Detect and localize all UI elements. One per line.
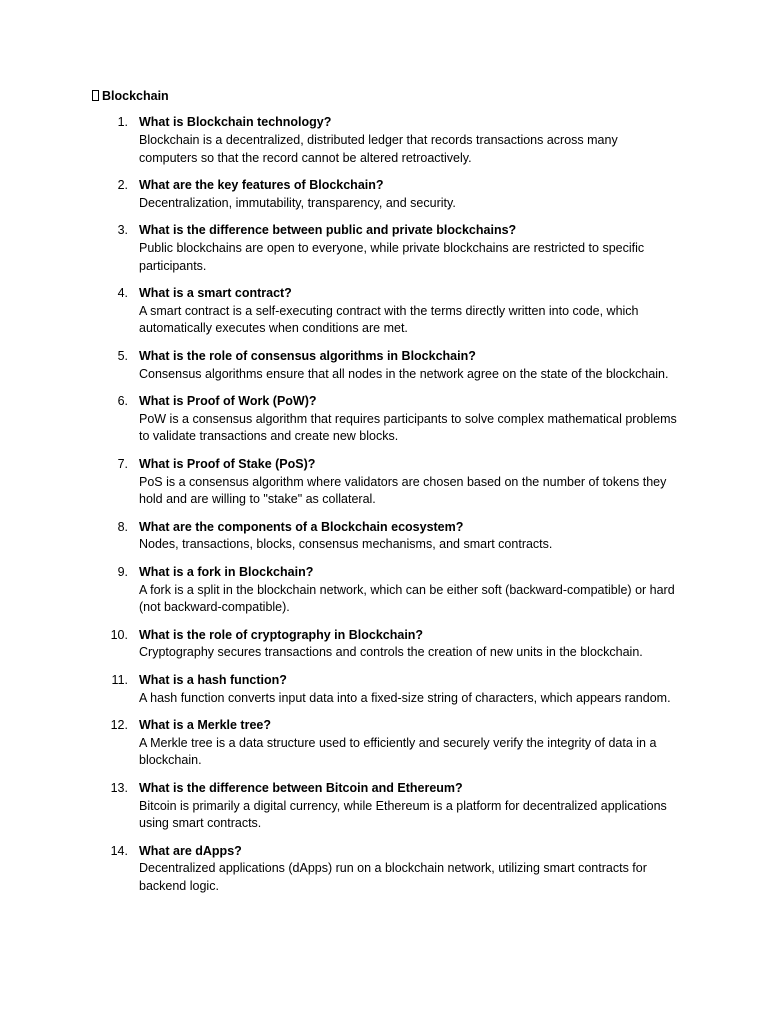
list-item xyxy=(110,717,679,770)
item-answer: PoS is a consensus algorithm where validators are chosen based on the number of tokens they hold and are willing to "stake" as collateral. xyxy=(139,474,667,507)
item-number: 12. xyxy=(110,717,128,732)
list-item xyxy=(117,456,679,509)
list-item xyxy=(117,114,679,167)
item-question: What are the components of a Blockchain ecosystem? xyxy=(139,519,464,534)
list-item xyxy=(117,177,679,213)
item-answer: A smart contract is a self-executing contract with the terms directly written into code, which automatically executes when conditions are met. xyxy=(139,303,639,336)
item-number: 2. xyxy=(117,177,128,192)
list-item xyxy=(110,627,679,663)
section-heading-text: Blockchain xyxy=(102,89,169,103)
item-number: 8. xyxy=(117,519,128,534)
item-question: What is a Merkle tree? xyxy=(139,717,271,732)
item-number: 5. xyxy=(117,348,128,363)
item-question: What is a smart contract? xyxy=(139,285,292,300)
item-answer: Bitcoin is primarily a digital currency, while Ethereum is a platform for decentralized applications using smart contracts. xyxy=(139,798,667,831)
list-item xyxy=(110,780,679,833)
list-item xyxy=(111,672,679,708)
item-answer: A fork is a split in the blockchain network, which can be either soft (backward-compatible) or hard (not backward-compatible). xyxy=(139,582,675,615)
item-question: What are dApps? xyxy=(139,843,242,858)
item-number: 4. xyxy=(117,285,128,300)
item-answer: Blockchain is a decentralized, distributed ledger that records transactions across many computers so that the record cannot be altered retroactively. xyxy=(139,132,618,165)
item-question: What is Proof of Stake (PoS)? xyxy=(139,456,316,471)
item-question: What is the role of cryptography in Blockchain? xyxy=(139,627,424,642)
item-question: What is a fork in Blockchain? xyxy=(139,564,314,579)
list-item xyxy=(117,348,679,384)
item-number: 11. xyxy=(111,672,128,687)
question-list xyxy=(110,114,679,905)
item-number: 7. xyxy=(117,456,128,471)
list-item xyxy=(117,393,679,446)
list-item xyxy=(117,285,679,338)
item-number: 9. xyxy=(117,564,128,579)
item-number: 13. xyxy=(110,780,128,795)
list-item xyxy=(117,564,679,617)
item-number: 14. xyxy=(110,843,128,858)
missing-glyph-icon xyxy=(92,90,99,101)
item-question: What is Blockchain technology? xyxy=(139,115,332,129)
item-question: What is Proof of Work (PoW)? xyxy=(139,393,317,408)
item-answer: PoW is a consensus algorithm that requires participants to solve complex mathematical problems to validate transactions and create new blocks. xyxy=(139,411,677,444)
item-question: What is the difference between public and private blockchains? xyxy=(139,222,517,237)
item-number: 1. xyxy=(117,115,128,129)
item-answer: Nodes, transactions, blocks, consensus mechanisms, and smart contracts. xyxy=(139,537,553,552)
item-answer: Decentralized applications (dApps) run on a blockchain network, utilizing smart contracts for backend logic. xyxy=(139,861,647,894)
item-answer: A Merkle tree is a data structure used to efficiently and securely verify the integrity of data in a blockchain. xyxy=(139,735,657,768)
list-item xyxy=(117,222,679,275)
item-number: 6. xyxy=(117,393,128,408)
item-answer: Public blockchains are open to everyone, while private blockchains are restricted to specific participants. xyxy=(139,240,645,273)
item-question: What is a hash function? xyxy=(139,672,287,687)
item-question: What are the key features of Blockchain? xyxy=(139,177,384,192)
item-number: 10. xyxy=(110,627,128,642)
list-item xyxy=(110,843,679,896)
item-question: What is the role of consensus algorithms in Blockchain? xyxy=(139,348,476,363)
item-answer: Decentralization, immutability, transparency, and security. xyxy=(139,195,456,210)
item-question: What is the difference between Bitcoin and Ethereum? xyxy=(139,780,463,795)
item-number: 3. xyxy=(117,222,128,237)
item-answer: A hash function converts input data into a fixed-size string of characters, which appears random. xyxy=(139,690,671,705)
section-heading xyxy=(92,87,169,105)
item-answer: Consensus algorithms ensure that all nodes in the network agree on the state of the blockchain. xyxy=(139,366,669,381)
list-item xyxy=(117,519,679,555)
item-answer: Cryptography secures transactions and controls the creation of new units in the blockchain. xyxy=(139,645,643,660)
